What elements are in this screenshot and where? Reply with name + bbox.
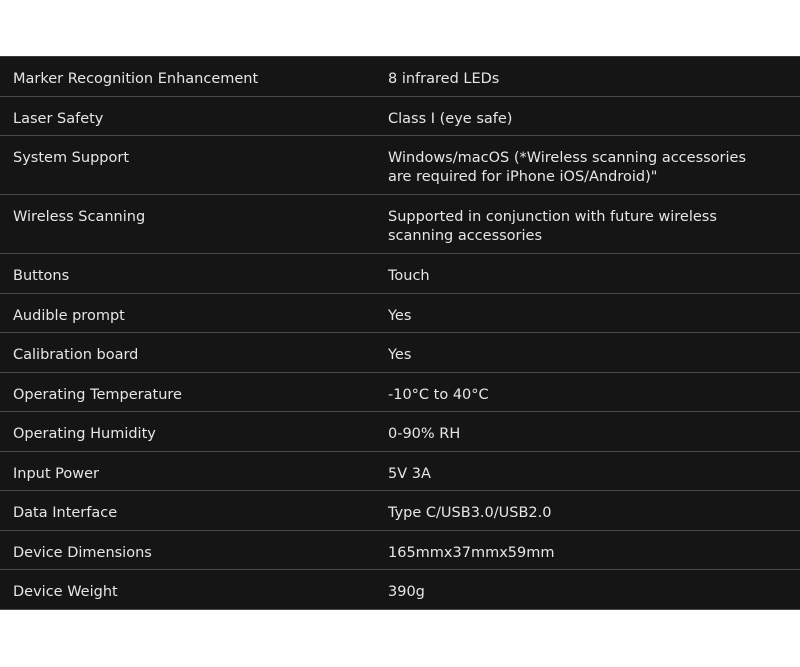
spec-label: Device Dimensions (13, 544, 152, 561)
table-row (0, 97, 800, 137)
spec-value: Touch (388, 268, 430, 284)
spec-label: Wireless Scanning (13, 209, 146, 225)
table-row (0, 294, 800, 334)
spec-label: Operating Temperature (13, 386, 182, 403)
spec-label: Audible prompt (13, 307, 125, 324)
spec-table (0, 56, 800, 609)
spec-value: -10°C to 40°C (388, 386, 489, 403)
spec-value: 8 infrared LEDs (388, 71, 500, 87)
spec-label: Input Power (13, 465, 99, 482)
table-row (0, 491, 800, 531)
spec-label: Calibration board (13, 347, 139, 363)
table-row (0, 570, 800, 610)
table-row (0, 57, 800, 97)
spec-label: System Support (13, 150, 129, 166)
table-row (0, 373, 800, 413)
spec-label: Device Weight (13, 584, 118, 600)
spec-value: 165mmx37mmx59mm (388, 544, 555, 561)
spec-value: Yes (388, 307, 412, 324)
table-row (0, 254, 800, 294)
spec-value: Windows/macOS (*Wireless scanning accessories are required for iPhone iOS/Android)" (388, 150, 747, 185)
spec-label: Buttons (13, 268, 70, 284)
spec-value: Yes (388, 347, 412, 363)
table-row (0, 531, 800, 571)
spec-label: Marker Recognition Enhancement (13, 71, 259, 87)
table-row (0, 412, 800, 452)
spec-label: Data Interface (13, 505, 118, 521)
spec-value: Class I (eye safe) (388, 110, 513, 127)
spec-value: 0-90% RH (388, 426, 461, 442)
spec-value: Type C/USB3.0/USB2.0 (388, 505, 552, 521)
spec-label: Operating Humidity (13, 426, 156, 442)
table-row (0, 452, 800, 492)
spec-label: Laser Safety (13, 110, 104, 127)
spec-value: 5V 3A (388, 465, 431, 482)
table-row (0, 195, 800, 254)
spec-value: Supported in conjunction with future wireless scanning accessories (388, 209, 717, 244)
table-row (0, 333, 800, 373)
spec-value: 390g (388, 584, 425, 600)
table-row (0, 136, 800, 195)
